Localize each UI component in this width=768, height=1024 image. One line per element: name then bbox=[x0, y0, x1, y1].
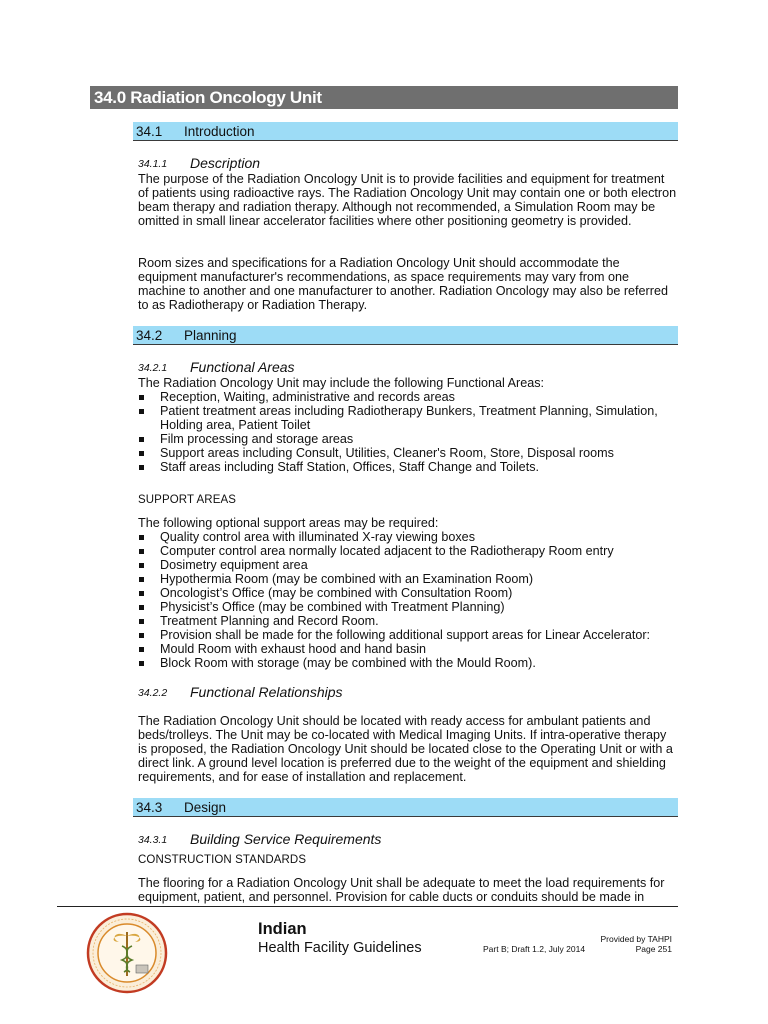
footer-page-number: Page 251 bbox=[635, 944, 672, 954]
footer-part-info: Part B; Draft 1.2, July 2014 bbox=[483, 944, 586, 954]
list-item: Oncologist’s Office (may be combined with Consultation Room) bbox=[138, 586, 678, 600]
section-header-design bbox=[133, 798, 678, 817]
section-header-planning bbox=[133, 326, 678, 345]
list-item: Support areas including Consult, Utilities, Cleaner's Room, Store, Disposal rooms bbox=[138, 446, 678, 460]
subsection-heading-functional-areas bbox=[138, 359, 295, 375]
list-item: Physicist’s Office (may be combined with Treatment Planning) bbox=[138, 600, 678, 614]
list-item: Staff areas including Staff Station, Offices, Staff Change and Toilets. bbox=[138, 460, 678, 474]
subsection-heading-building-services bbox=[138, 831, 382, 847]
list-item: Treatment Planning and Record Room. bbox=[138, 614, 678, 628]
chapter-header bbox=[90, 86, 678, 109]
list-item: Dosimetry equipment area bbox=[138, 558, 678, 572]
functional-areas-list bbox=[138, 390, 678, 474]
list-item: Block Room with storage (may be combined with the Mould Room). bbox=[138, 656, 678, 670]
functional-relationships-paragraph: The Radiation Oncology Unit should be located with ready access for ambulant patients and beds/trolleys. The Unit may be co-located with Medical Imaging Units. If intra-operative therapy is proposed, the Radiation Oncology Unit should be located close to the Operating Unit or with a direct link. A ground level location is preferred due to the weight of the equipment and shielding requirements, and for ease of installation and replacement. bbox=[138, 714, 673, 784]
support-areas-list bbox=[138, 530, 678, 670]
section-header-introduction bbox=[133, 122, 678, 141]
description-paragraph-2: Room sizes and specifications for a Radiation Oncology Unit should accommodate the equipment manufacturer's recommendations, as space requirements may vary from one machine to another and one manufacturer to another. Radiation Oncology may also be referred to as Radiotherapy or Radiation Therapy. bbox=[138, 256, 668, 312]
list-item: Quality control area with illuminated X-ray viewing boxes bbox=[138, 530, 678, 544]
section-title: Introduction bbox=[184, 124, 255, 139]
subsection-number: 34.3.1 bbox=[138, 834, 168, 846]
list-item: Patient treatment areas including Radiotherapy Bunkers, Treatment Planning, Simulation, Holding area, Patient Toilet bbox=[138, 404, 678, 432]
section-title: Planning bbox=[184, 328, 237, 343]
footer-subtitle: Health Facility Guidelines bbox=[258, 940, 422, 956]
subsection-heading-description bbox=[138, 155, 261, 171]
footer-divider bbox=[57, 906, 678, 907]
organization-seal-logo bbox=[86, 912, 168, 994]
construction-standards-heading: CONSTRUCTION STANDARDS bbox=[138, 854, 307, 866]
functional-areas-intro: The Radiation Oncology Unit may include the following Functional Areas: bbox=[138, 376, 545, 390]
list-item: Hypothermia Room (may be combined with an Examination Room) bbox=[138, 572, 678, 586]
subsection-title: Building Service Requirements bbox=[190, 831, 382, 847]
construction-paragraph: The flooring for a Radiation Oncology Unit shall be adequate to meet the load requirements for equipment, patient, and personnel. Provision for cable ducts or conduits should be made in bbox=[138, 876, 665, 904]
subsection-number: 34.1.1 bbox=[138, 158, 168, 170]
footer-title: Indian bbox=[258, 920, 307, 938]
subsection-title: Description bbox=[190, 155, 261, 171]
list-item: Film processing and storage areas bbox=[138, 432, 678, 446]
list-item: Provision shall be made for the following additional support areas for Linear Accelerator: bbox=[138, 628, 678, 642]
subsection-number: 34.2.2 bbox=[138, 687, 168, 699]
section-title: Design bbox=[184, 800, 227, 815]
description-paragraph-1: The purpose of the Radiation Oncology Unit is to provide facilities and equipment for treatment of patients using radioactive rays. The Radiation Oncology Unit may contain one or both electron beam therapy and radiation therapy. Although not recommended, a Simulation Room may be omitted in small linear accelerator facilities where other positioning geometry is provided. bbox=[138, 172, 677, 228]
section-number: 34.3 bbox=[136, 800, 163, 815]
section-number: 34.2 bbox=[136, 328, 163, 343]
subsection-title: Functional Relationships bbox=[190, 684, 343, 700]
subsection-number: 34.2.1 bbox=[138, 362, 168, 374]
support-areas-intro: The following optional support areas may be required: bbox=[138, 516, 439, 530]
list-item: Computer control area normally located adjacent to the Radiotherapy Room entry bbox=[138, 544, 678, 558]
subsection-heading-functional-relationships bbox=[138, 684, 343, 700]
subsection-title: Functional Areas bbox=[190, 359, 295, 375]
support-areas-heading: SUPPORT AREAS bbox=[138, 494, 237, 506]
list-item: Mould Room with exhaust hood and hand basin bbox=[138, 642, 678, 656]
list-item: Reception, Waiting, administrative and records areas bbox=[138, 390, 678, 404]
footer-provided-by: Provided by TAHPI bbox=[600, 934, 672, 944]
chapter-title: 34.0 Radiation Oncology Unit bbox=[94, 88, 322, 107]
section-number: 34.1 bbox=[136, 124, 163, 139]
